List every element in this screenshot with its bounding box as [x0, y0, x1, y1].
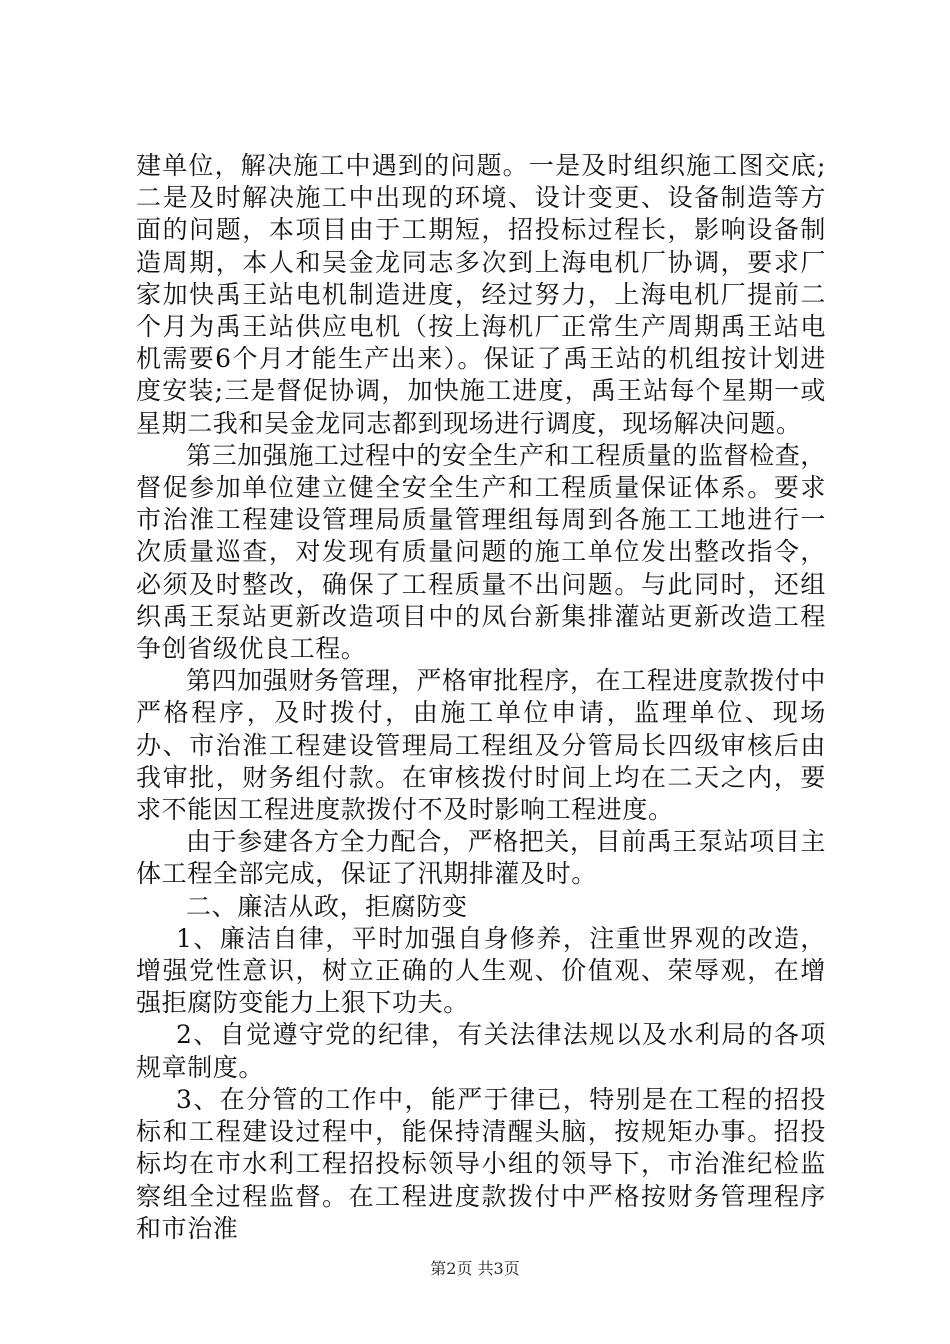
paragraph-item-2: 2、自觉遵守党的纪律，有关法律法规以及水利局的各项规章制度。	[136, 1020, 826, 1082]
document-body	[136, 150, 826, 1245]
section-heading-integrity: 二、廉洁从政，拒腐防变	[186, 891, 468, 921]
paragraph-summary: 由于参建各方全力配合，严格把关，目前禹王泵站项目主体工程全部完成，保证了汛期排灌及时。	[136, 827, 827, 889]
paragraph-fourth-point: 第四加强财务管理，严格审批程序，在工程进度款拨付中严格程序，及时拨付，由施工单位申请，监理单位、现场办、市治淮工程建设管理局工程组及分管局长四级审核后由我审批，财务组付款。在审核拨付时间上均在二天之内，要求不能因工程进度款拨付不及时影响工程进度。	[136, 666, 827, 825]
paragraph-item-1: 1、廉洁自律，平时加强自身修养，注重世界观的改造，增强党性意识，树立正确的人生观、价值观、荣辱观，在增强拒腐防变能力上狠下功夫。	[136, 923, 826, 1018]
paragraph-continued: 建单位，解决施工中遇到的问题。一是及时组织施工图交底;二是及时解决施工中出现的环境、设计变更、设备制造等方面的问题，本项目由于工期短，招投标过程长，影响设备制造周期，本人和吴金龙同志多次到上海电机厂协调，要求厂家加快禹王站电机制造进度，经过努力，上海电机厂提前二个月为禹王站供应电机（按上海机厂正常生产周期禹王站电机需要6个月才能生产出来）。保证了禹王站的机组按计划进度安装;三是督促协调，加快施工进度，禹王站每个星期一或星期二我和吴金龙同志都到现场进行调度，现场解决问题。	[136, 151, 826, 438]
paragraph-third-point: 第三加强施工过程中的安全生产和工程质量的监督检查，督促参加单位建立健全安全生产和工程质量保证体系。要求市治淮工程建设管理局质量管理组每周到各施工工地进行一次质量巡查，对发现有质量问题的施工单位发出整改指令，必须及时整改，确保了工程质量不出问题。与此同时，还组织禹王泵站更新改造项目中的凤台新集排灌站更新改造工程争创省级优良工程。	[136, 440, 827, 664]
paragraph-item-3: 3、在分管的工作中，能严于律已，特别是在工程的招投标和工程建设过程中，能保持清醒头脑，按规矩办事。招投标均在市水利工程招投标领导小组的领导下，市治淮纪检监察组全过程监督。在工程进度款拨付中严格按财务管理程序和市治淮	[136, 1084, 826, 1243]
page-number-footer: 第2页 共3页	[430, 1259, 520, 1278]
